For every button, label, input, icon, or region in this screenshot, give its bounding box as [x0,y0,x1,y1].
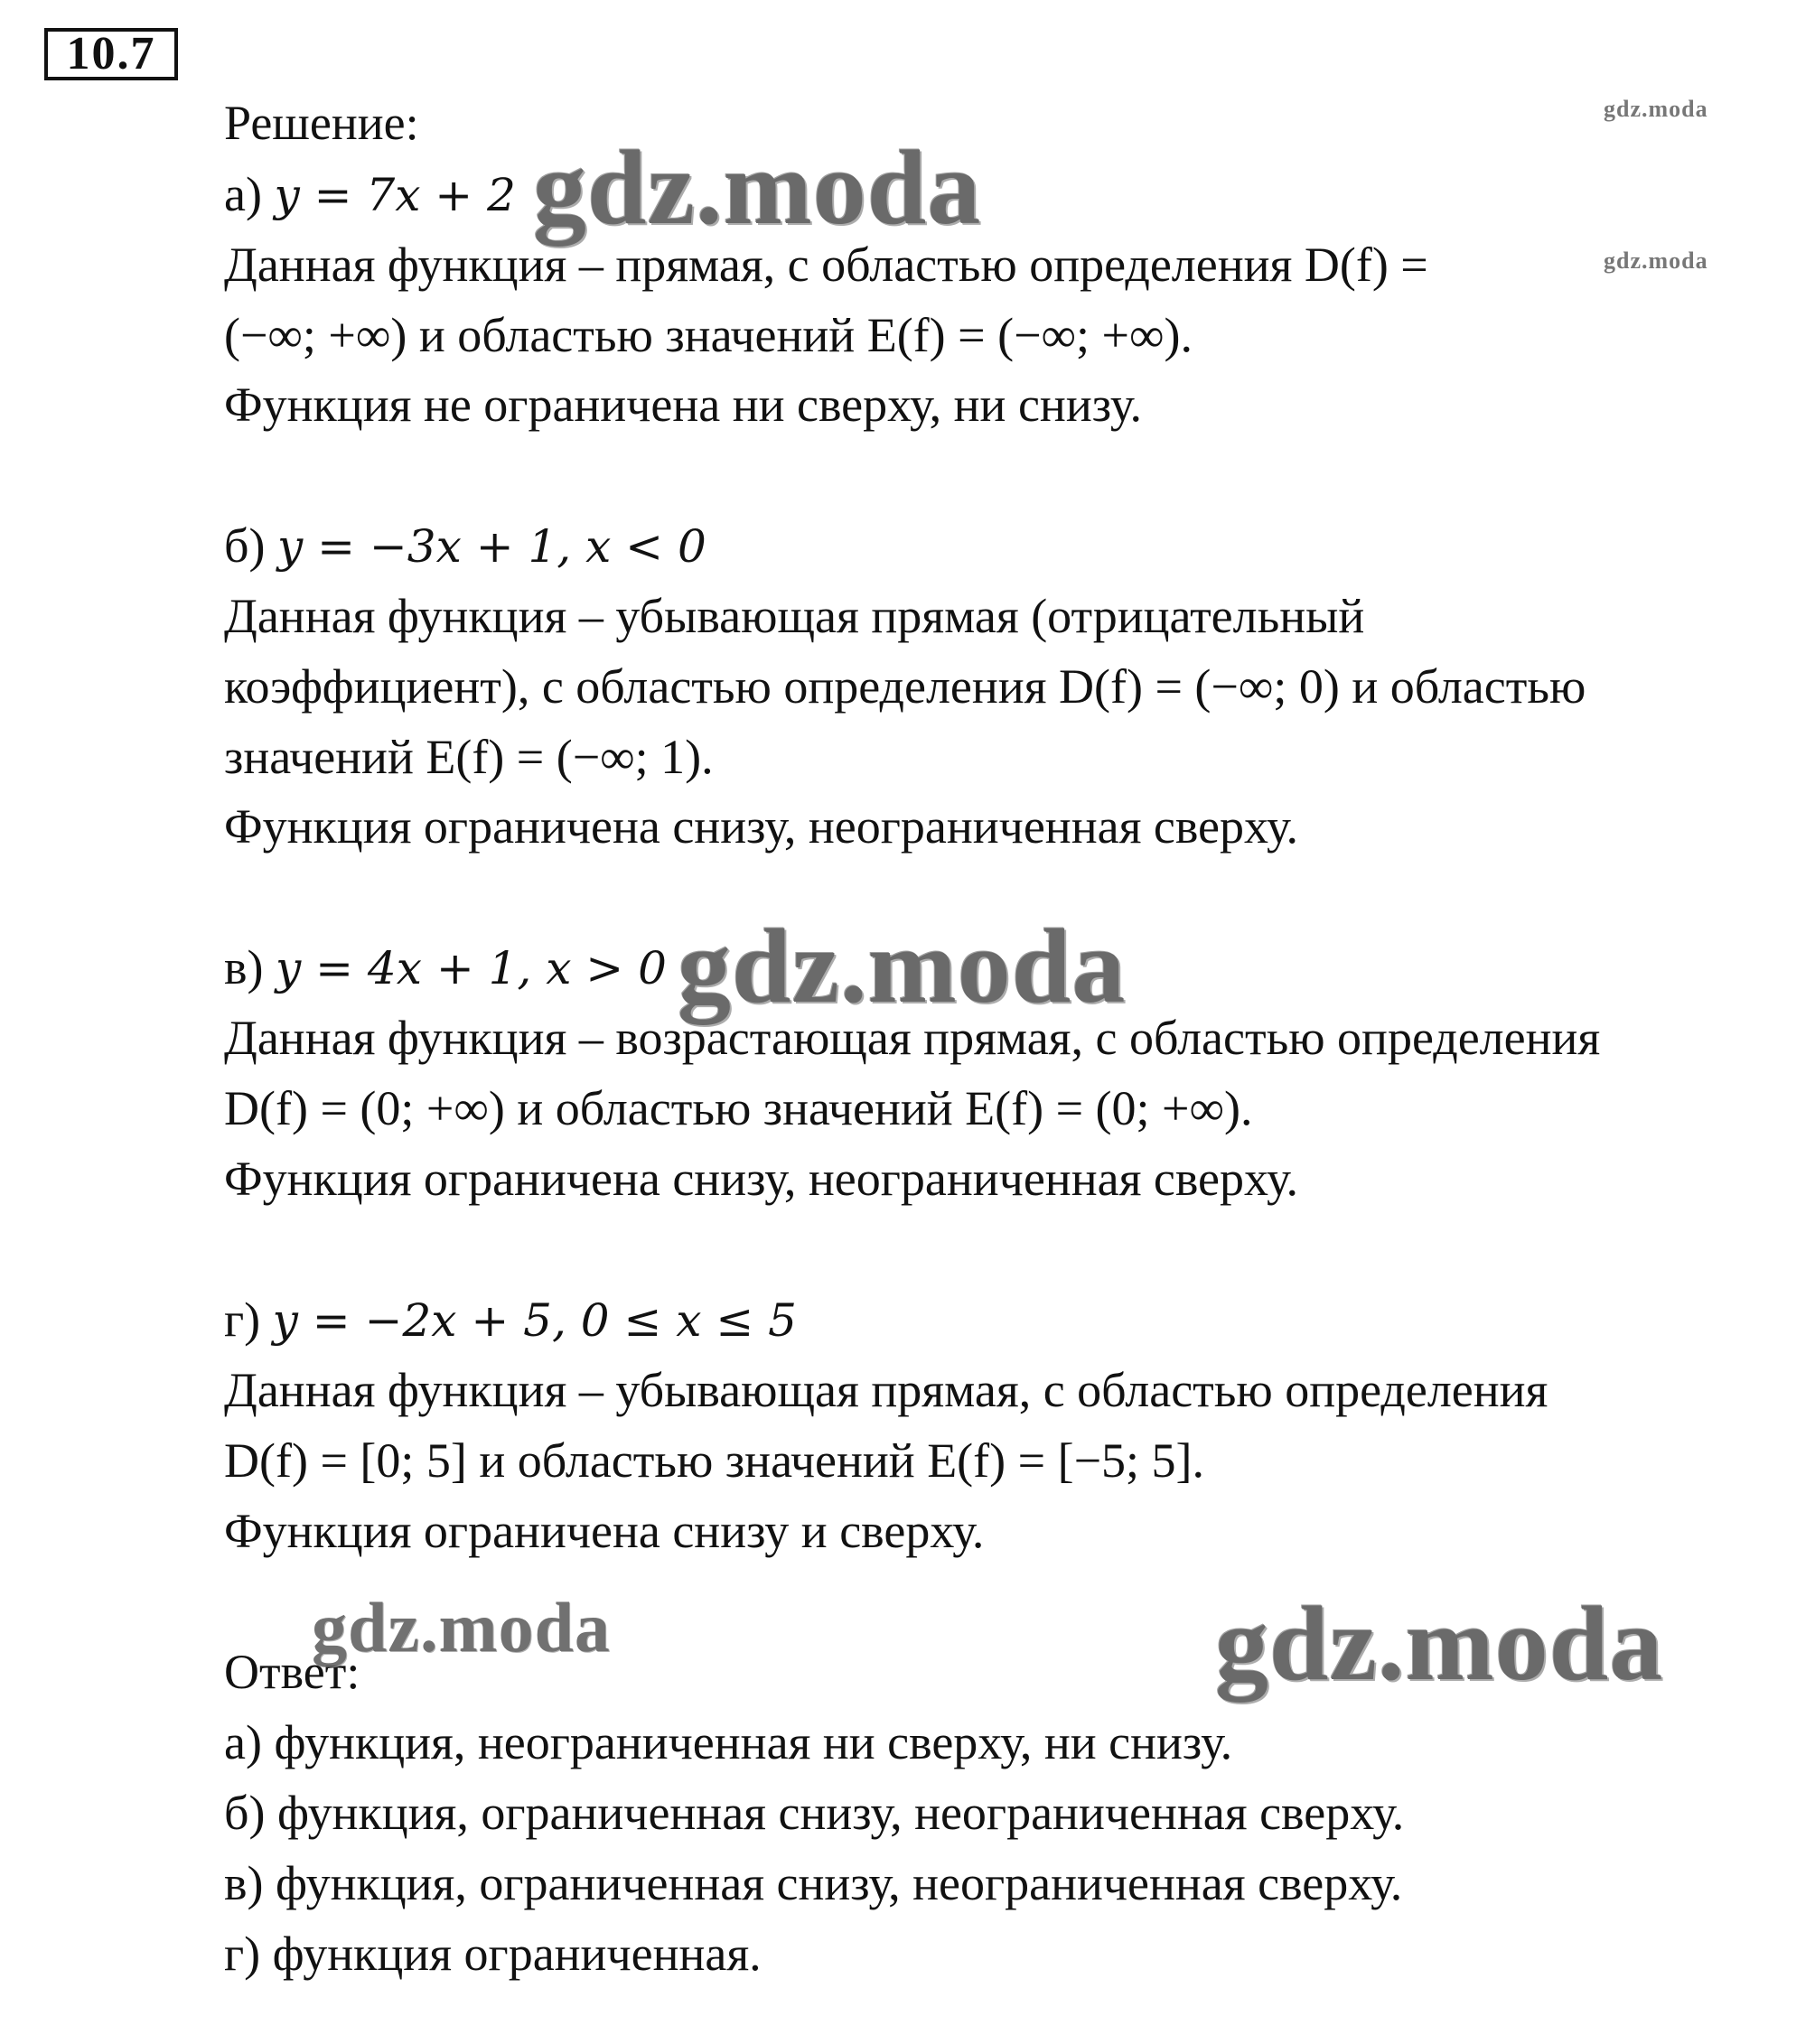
part-a-conclusion: Функция не ограничена ни сверху, ни снизу. [224,378,1143,432]
part-g-description-line-1: Данная функция – убывающая прямая, с областью определения [224,1363,1548,1417]
part-b-title [224,518,706,574]
part-b-description-line-1: Данная функция – убывающая прямая (отрицательный [224,589,1365,643]
part-v-title [224,940,667,995]
part-v-label: в) [224,940,276,994]
answer-item-g: г) функция ограниченная. [224,1927,762,1981]
part-v-formula: y = 4x + 1, x > 0 [275,942,667,994]
part-v-description-line-1: Данная функция – возрастающая прямая, с областью определения [224,1011,1601,1065]
part-a-label: а) [224,167,275,221]
watermark-small-1: gdz.moda [1604,96,1708,122]
part-a-formula: y = 7x + 2 [274,169,516,221]
part-b-description-line-3: значений E(f) = (−∞; 1). [224,730,714,784]
part-a-title [224,167,516,222]
part-v-conclusion: Функция ограничена снизу, неограниченная сверху. [224,1152,1299,1206]
part-b-label: б) [224,518,277,573]
watermark-large-2: gdz.moda [678,907,1127,1025]
solution-heading: Решение: [224,96,419,150]
watermark-small-2: gdz.moda [1604,247,1708,274]
answer-item-v: в) функция, ограниченная снизу, неограниченная сверху. [224,1856,1403,1910]
answer-item-a: а) функция, неограниченная ни сверху, ни снизу. [224,1715,1233,1769]
part-b-description-line-2: коэффициент), с областью определения D(f) = (−∞; 0) и областью [224,659,1586,714]
part-v-description-line-2: D(f) = (0; +∞) и областью значений E(f) = (0; +∞). [224,1081,1253,1135]
answer-heading: Ответ: [224,1645,360,1699]
part-g-description-line-2: D(f) = [0; 5] и областью значений E(f) = [−5; 5]. [224,1433,1205,1488]
part-g-conclusion: Функция ограничена снизу и сверху. [224,1504,985,1558]
part-b-formula: y = −3x + 1, x < 0 [276,520,706,573]
watermark-medium: gdz.moda [312,1588,611,1666]
problem-number: 10.7 [44,28,178,80]
part-a-description-line-1: Данная функция – прямая, с областью определения D(f) = [224,238,1428,292]
part-g-formula: y = −2x + 5, 0 ≤ x ≤ 5 [272,1294,797,1347]
part-a-description-line-2: (−∞; +∞) и областью значений E(f) = (−∞; +∞). [224,308,1193,362]
part-g-label: г) [224,1293,273,1347]
part-b-conclusion: Функция ограничена снизу, неограниченная сверху. [224,799,1299,854]
part-g-title [224,1293,797,1348]
answer-item-b: б) функция, ограниченная снизу, неограниченная сверху. [224,1786,1405,1840]
watermark-large-1: gdz.moda [533,128,982,247]
watermark-large-3: gdz.moda [1215,1584,1664,1703]
